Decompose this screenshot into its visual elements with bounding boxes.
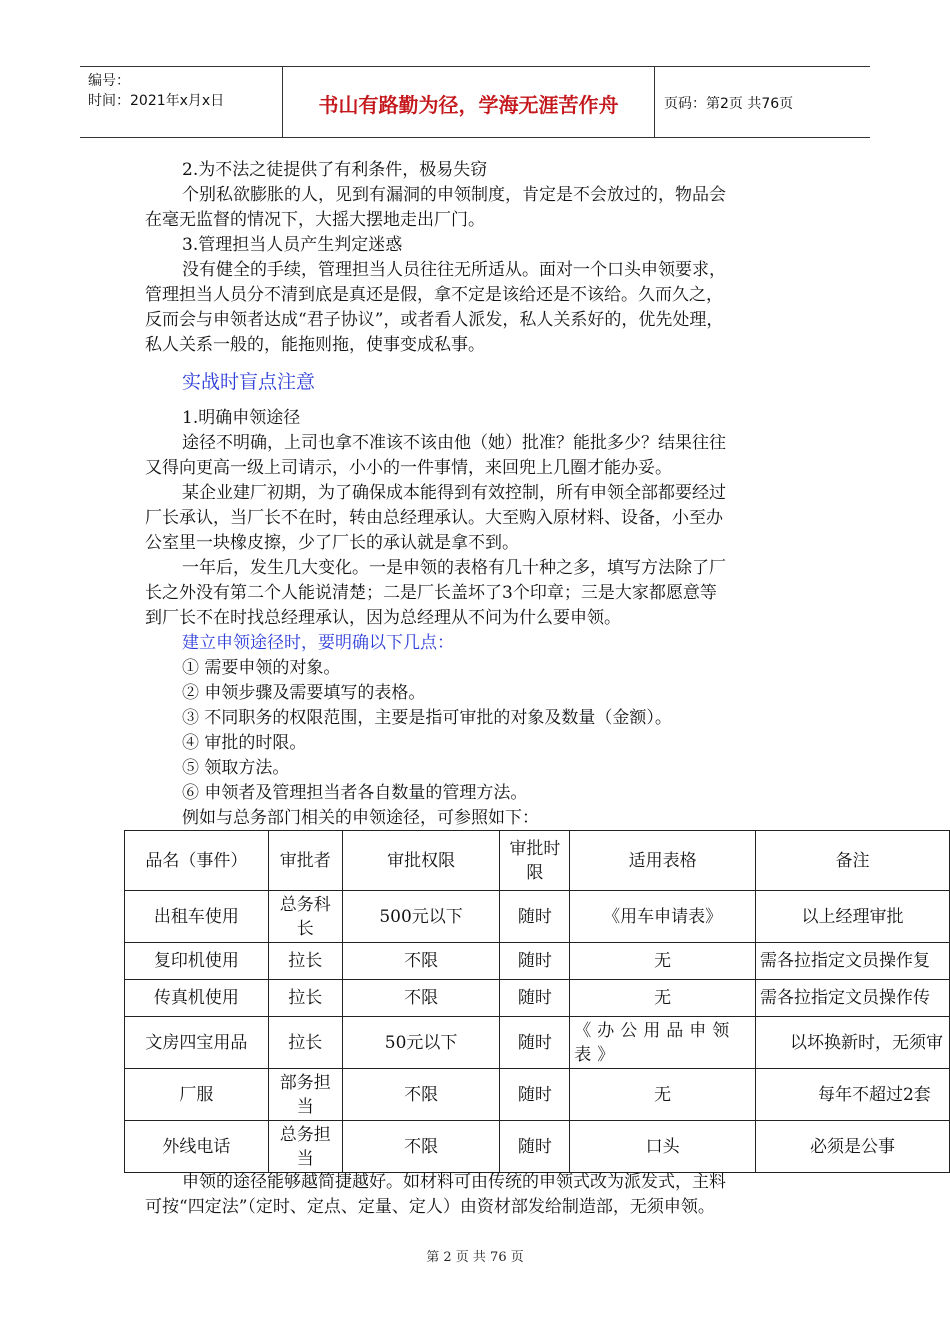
paragraph-line: 某企业建厂初期，为了确保成本能得到有效控制，所有申领全部都要经过 [182, 483, 726, 503]
table-cell: 不限 [342, 1069, 500, 1121]
table-cell: 出租车使用 [125, 891, 269, 943]
table-cell: 《用车申请表》 [570, 891, 756, 943]
list-item: ① 需要申领的对象。 [182, 658, 341, 678]
table-cell: 50元以下 [342, 1017, 500, 1069]
paragraph-line: 管理担当人员分不清到底是真还是假，拿不定是该给还是不该给。久而久之， [145, 285, 723, 305]
table-row [125, 980, 950, 1017]
table-cell: 复印机使用 [125, 943, 269, 980]
approval-table [124, 830, 950, 1173]
table-cell: 需各拉指定文员操作传 [755, 980, 949, 1017]
table-header-cell: 品名（事件） [125, 831, 269, 891]
table-cell: 随时 [500, 1017, 570, 1069]
list-item: ⑤ 领取方法。 [182, 758, 290, 778]
table-cell: 500元以下 [342, 891, 500, 943]
table-cell: 无 [570, 980, 756, 1017]
table-row [125, 943, 950, 980]
list-item: ② 申领步骤及需要填写的表格。 [182, 683, 426, 703]
table-cell: 《办公用品申领表》 [570, 1017, 756, 1069]
list-item: ④ 审批的时限。 [182, 733, 307, 753]
table-header-cell: 审批权限 [342, 831, 500, 891]
table-cell: 随时 [500, 891, 570, 943]
paragraph-line: 可按“四定法”（定时、定点、定量、定人）由资材部发给制造部，无须申领。 [145, 1197, 715, 1217]
paragraph-line: 长之外没有第二个人能说清楚；二是厂长盖坏了3个印章；三是大家都愿意等 [145, 583, 717, 603]
page-header [80, 66, 870, 138]
table-cell: 每年不超过2套 [755, 1069, 949, 1121]
table-cell: 以坏换新时，无须审 [755, 1017, 949, 1069]
list-item: ③ 不同职务的权限范围，主要是指可审批的对象及数量（金额）。 [182, 708, 672, 728]
list-item: ⑥ 申领者及管理担当者各自数量的管理方法。 [182, 783, 528, 803]
paragraph-line: 申领的途径能够越简捷越好。如材料可由传统的申领式改为派发式，主料 [182, 1172, 726, 1192]
table-row [125, 1017, 950, 1069]
table-cell: 以上经理审批 [755, 891, 949, 943]
table-cell: 传真机使用 [125, 980, 269, 1017]
paragraph-line: 例如与总务部门相关的申领途径，可参照如下： [182, 808, 539, 828]
header-motto: 书山有路勤为径，学海无涯苦作舟 [318, 93, 619, 117]
table-cell: 厂服 [125, 1069, 269, 1121]
paragraph-line: 到厂长不在时找总经理承认，因为总经理从不问为什么要申领。 [145, 608, 621, 628]
point-heading: 2.为不法之徒提供了有利条件，极易失窃 [182, 160, 488, 180]
table-cell: 拉长 [268, 943, 342, 980]
header-page-number: 页码：第2页 共76页 [664, 96, 794, 112]
table-cell: 总务科长 [268, 891, 342, 943]
paragraph-line: 反而会与申领者达成“君子协议”，或者看人派发，私人关系好的，优先处理， [145, 310, 724, 330]
table-header-cell: 备注 [755, 831, 949, 891]
paragraph-line: 一年后，发生几大变化。一是申领的表格有几十种之多，填写方法除了厂 [182, 558, 726, 578]
point-heading: 3.管理担当人员产生判定迷惑 [182, 235, 403, 255]
table-row [125, 1121, 950, 1173]
table-header-cell: 适用表格 [570, 831, 756, 891]
paragraph-line: 私人关系一般的，能拖则拖，使事变成私事。 [145, 335, 485, 355]
table-row [125, 1069, 950, 1121]
header-divider [654, 67, 655, 137]
table-cell: 随时 [500, 1069, 570, 1121]
table-cell: 需各拉指定文员操作复 [755, 943, 949, 980]
table-header-row [125, 831, 950, 891]
table-cell: 不限 [342, 980, 500, 1017]
table-cell: 外线电话 [125, 1121, 269, 1173]
paragraph-line: 没有健全的手续，管理担当人员往往无所适从。面对一个口头申领要求， [182, 260, 726, 280]
paragraph-line: 厂长承认，当厂长不在时，转由总经理承认。大至购入原材料、设备，小至办 [145, 508, 723, 528]
table-cell: 口头 [570, 1121, 756, 1173]
table-cell: 随时 [500, 943, 570, 980]
point-heading: 1.明确申领途径 [182, 408, 301, 428]
table-cell: 文房四宝用品 [125, 1017, 269, 1069]
table-row [125, 891, 950, 943]
header-meta [88, 71, 278, 111]
table-cell: 拉长 [268, 1017, 342, 1069]
table-cell: 部务担当 [268, 1069, 342, 1121]
highlight-line: 建立申领途径时，要明确以下几点： [182, 633, 454, 653]
table-cell: 必须是公事 [755, 1121, 949, 1173]
header-time: 时间：2021年x月x日 [88, 93, 225, 109]
table-cell: 拉长 [268, 980, 342, 1017]
table-cell: 无 [570, 943, 756, 980]
table-cell: 不限 [342, 1121, 500, 1173]
paragraph-line: 途径不明确，上司也拿不准该不该由他（她）批准？能批多少？结果往往 [182, 433, 726, 453]
section-title: 实战时盲点注意 [182, 371, 316, 393]
table-header-cell: 审批者 [268, 831, 342, 891]
table-cell: 不限 [342, 943, 500, 980]
page-footer: 第 2 页 共 76 页 [426, 1250, 524, 1265]
paragraph-line: 个别私欲膨胀的人，见到有漏洞的申领制度，肯定是不会放过的，物品会 [182, 185, 726, 205]
paragraph-line: 在毫无监督的情况下，大摇大摆地走出厂门。 [145, 210, 485, 230]
table-cell: 总务担当 [268, 1121, 342, 1173]
table-cell: 无 [570, 1069, 756, 1121]
table-header-cell: 审批时限 [500, 831, 570, 891]
table-cell: 随时 [500, 1121, 570, 1173]
paragraph-line: 公室里一块橡皮擦，少了厂长的承认就是拿不到。 [145, 533, 519, 553]
paragraph-line: 又得向更高一级上司请示，小小的一件事情，来回兜上几圈才能办妥。 [145, 458, 672, 478]
table-cell: 随时 [500, 980, 570, 1017]
header-number: 编号： [88, 73, 130, 89]
